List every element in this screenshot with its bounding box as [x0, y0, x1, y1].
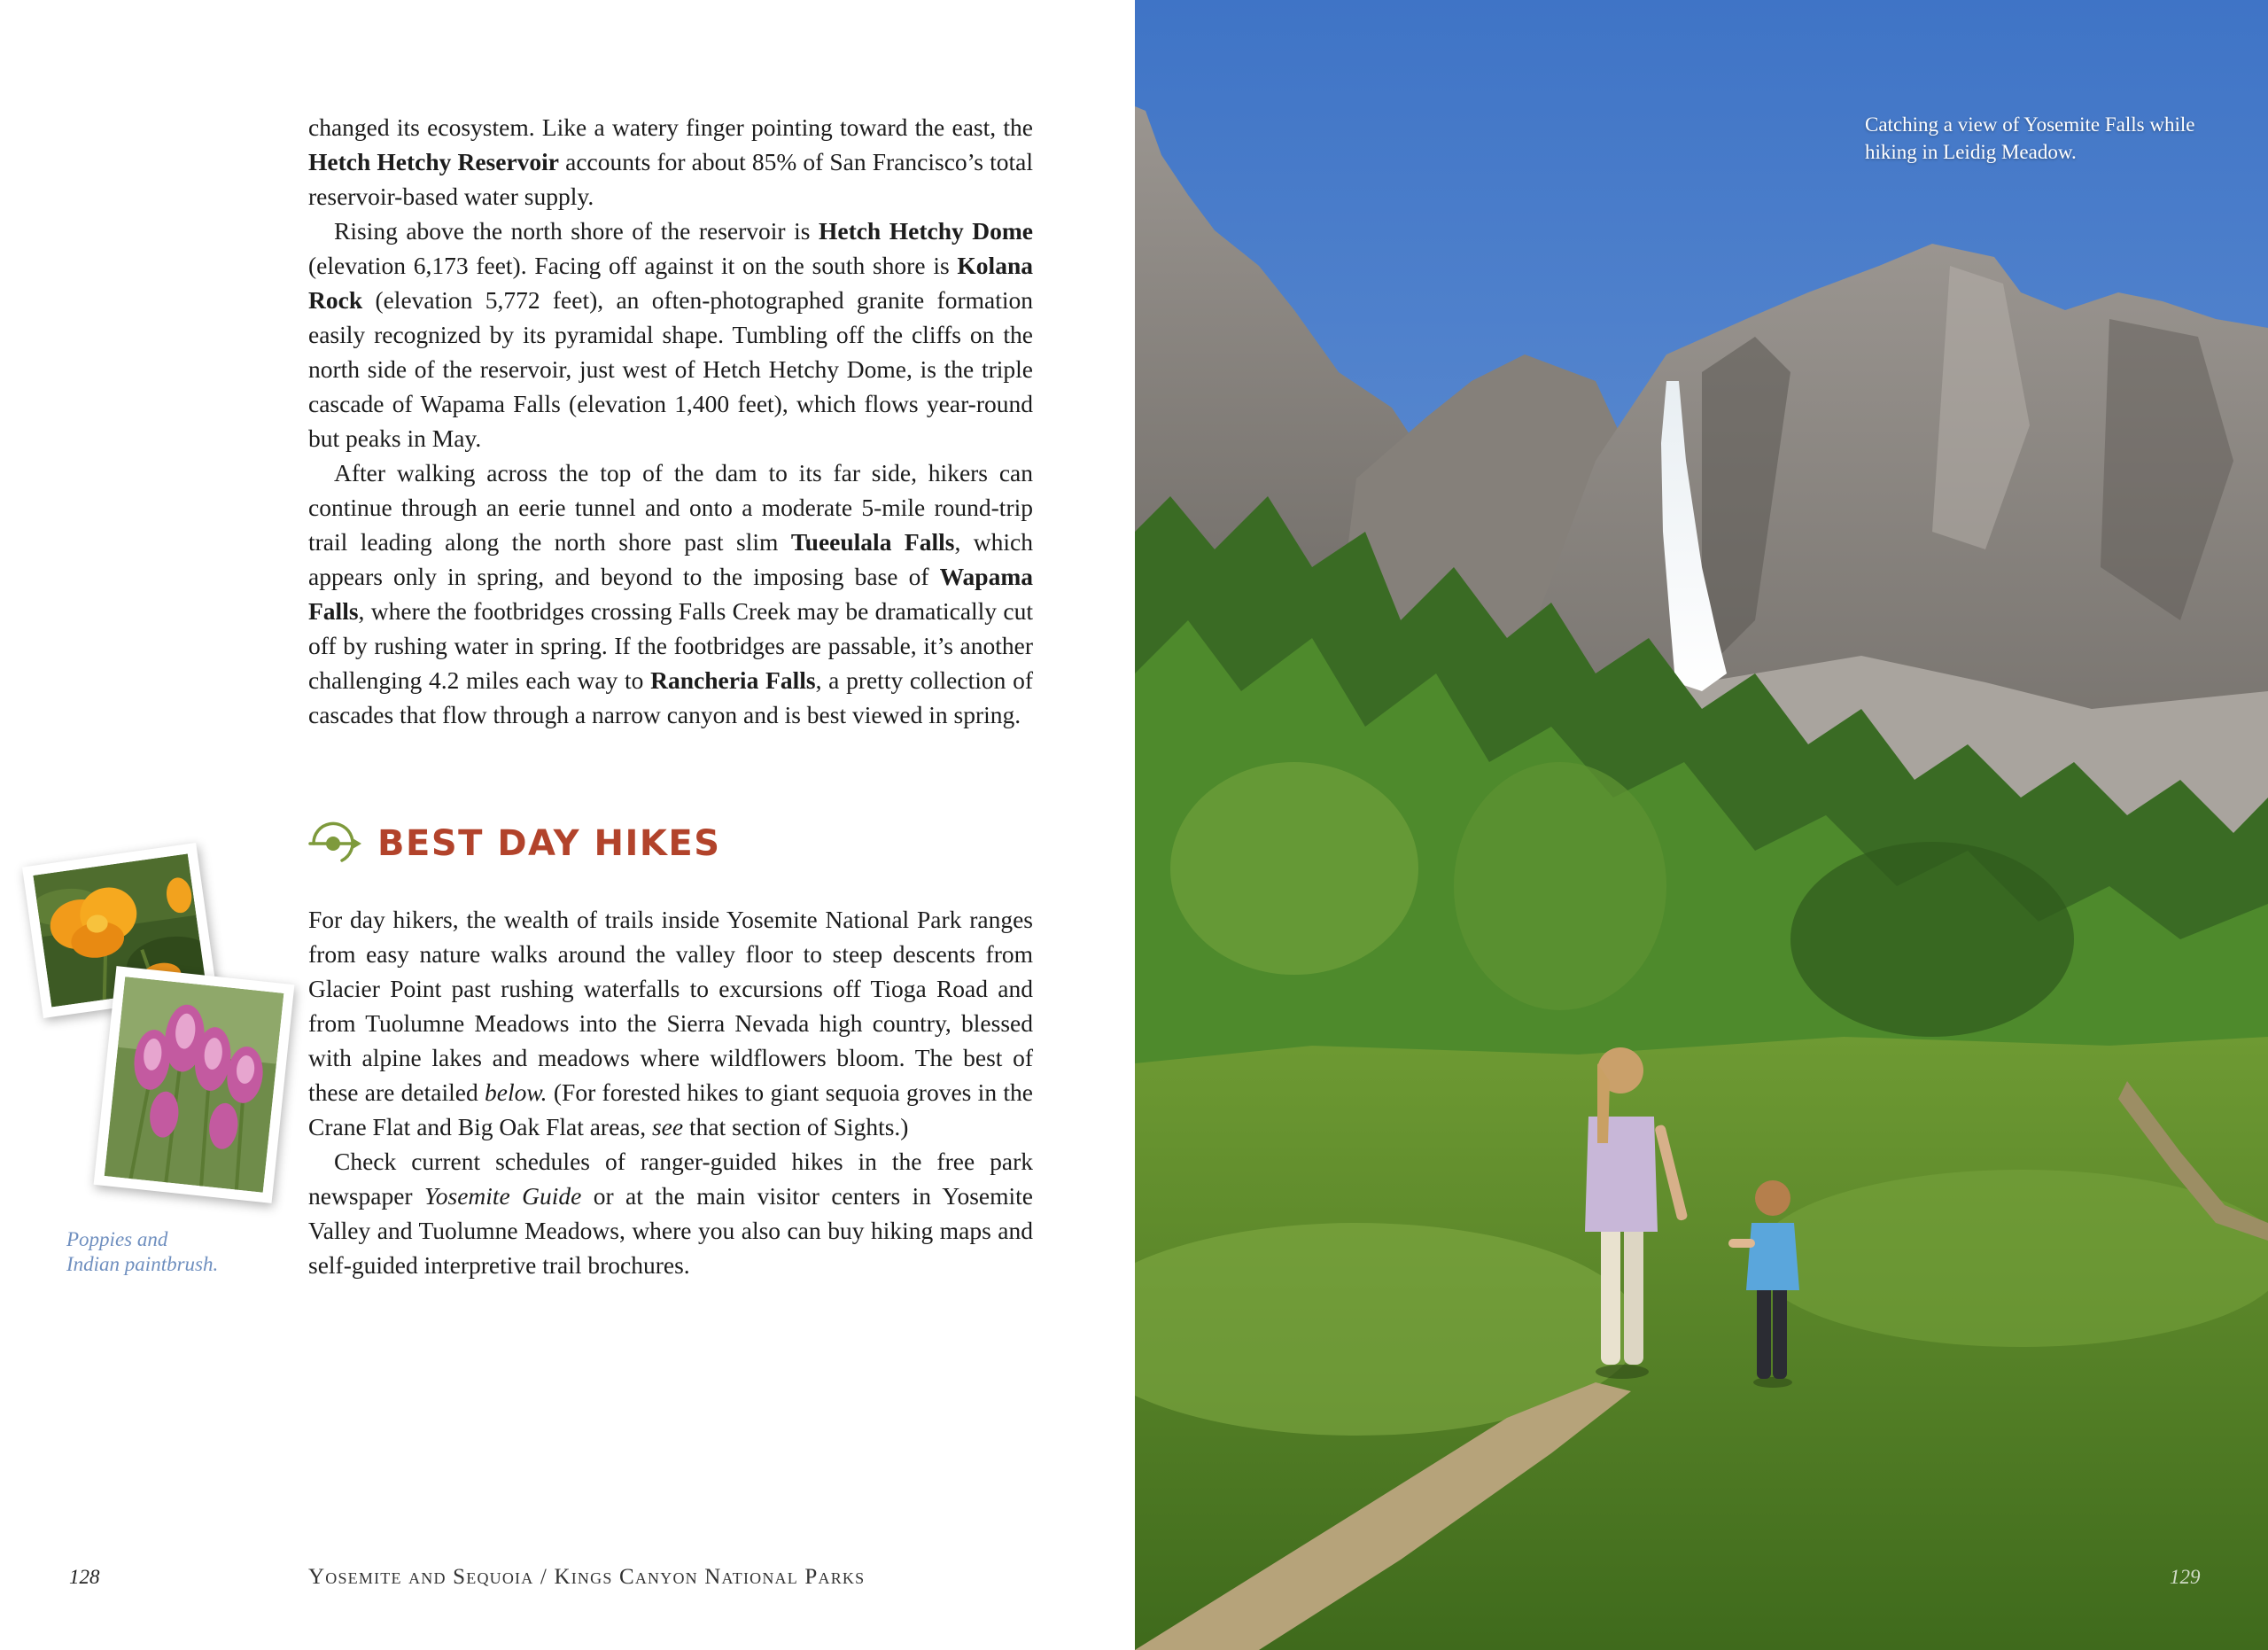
text-run: , where the footbridges crossing Falls Creek may be dramatically cut off by rushing water in spring. If the footbridges are passable, it’s another challenging 4.2 miles each way to — [308, 597, 1033, 694]
text-run: (elevation 6,173 feet). Facing off against it on the south shore is — [308, 252, 958, 279]
text-run: that section of Sights.) — [683, 1113, 909, 1140]
text-run: , which appears only in spring, and beyond to the imposing base of — [308, 528, 1033, 590]
text-run: changed its ecosystem. Like a watery finger pointing toward the east, the — [308, 113, 1033, 141]
text-run: accounts for about 85% of San Francisco’s total reservoir-based water supply. — [308, 148, 1033, 210]
italic-text: below. — [485, 1078, 548, 1106]
italic-text: see — [651, 1113, 684, 1140]
section-heading — [308, 817, 721, 870]
yosemite-falls-photo — [1135, 0, 2268, 1650]
bold-term: Hetch Hetchy Dome — [818, 217, 1033, 245]
photo-caption-yosemite-falls: Catching a view of Yosemite Falls while hiking in Leidig Meadow. — [1865, 113, 2195, 163]
body-paragraph — [308, 902, 1033, 1144]
body-paragraph — [308, 1144, 1033, 1282]
italic-text: Yosemite Guide — [423, 1182, 582, 1210]
text-run: or at the main visitor centers in Yosemite Valley and Tuolumne Meadows, where you also can buy hiking maps and self-guided interpretive trail brochures. — [308, 1182, 1033, 1279]
text-run: , a pretty collection of cascades that flow through a narrow canyon and is best viewed in spring. — [308, 666, 1033, 728]
body-paragraph — [308, 214, 1033, 455]
intro-text-column — [308, 110, 1033, 732]
text-run: For day hikers, the wealth of trails inside Yosemite National Park ranges from easy nature walks around the valley floor to steep descents from Glacier Point past rushing waterfalls to excursions off Tioga Road and from Tuolumne Meadows into the Sierra Nevada high country, blessed with alpine lakes and meadows where wildflowers bloom. The best of these are detailed — [308, 906, 1033, 1106]
photo-caption-wildflowers: Poppies and Indian paintbrush. — [66, 1228, 219, 1275]
page-number-left: 128 — [69, 1566, 100, 1588]
bold-term: Kolana Rock — [308, 252, 1033, 314]
text-run: Rising above the north shore of the reservoir is — [334, 217, 819, 245]
body-paragraph — [308, 110, 1033, 214]
text-run: (elevation 5,772 feet), an often-photographed granite formation easily recognized by its pyramidal shape. Tumbling off the cliffs on the north side of the reservoir, just west of Hetch Hetchy Dome, is the triple cascade of Wapama Falls (elevation 1,400 feet), which flows year-round but peaks in May. — [308, 286, 1033, 452]
day-hikes-text-column — [308, 902, 1033, 1282]
bold-term: Tueeulala Falls — [790, 528, 955, 556]
page-number-right: 129 — [2170, 1566, 2201, 1588]
bold-term: Rancheria Falls — [650, 666, 816, 694]
section-title: BEST DAY HIKES — [377, 823, 721, 864]
text-run: (For forested hikes to giant sequoia groves in the Crane Flat and Big Oak Flat areas, — [308, 1078, 1033, 1140]
indian-paintbrush-photo — [94, 966, 295, 1203]
bold-term: Wapama Falls — [308, 563, 1033, 625]
right-page-photo — [1135, 0, 2268, 1650]
text-run: Check current schedules of ranger-guided hikes in the free park newspaper — [308, 1148, 1033, 1210]
hiker-trail-icon — [308, 819, 363, 868]
running-footer-title: Yosemite and Sequoia / Kings Canyon National Parks — [308, 1565, 866, 1589]
text-run: After walking across the top of the dam to its far side, hikers can continue through an eerie tunnel and onto a moderate 5-mile round-trip trail leading along the north shore past slim — [308, 459, 1033, 556]
body-paragraph — [308, 455, 1033, 732]
bold-term: Hetch Hetchy Reservoir — [308, 148, 560, 175]
